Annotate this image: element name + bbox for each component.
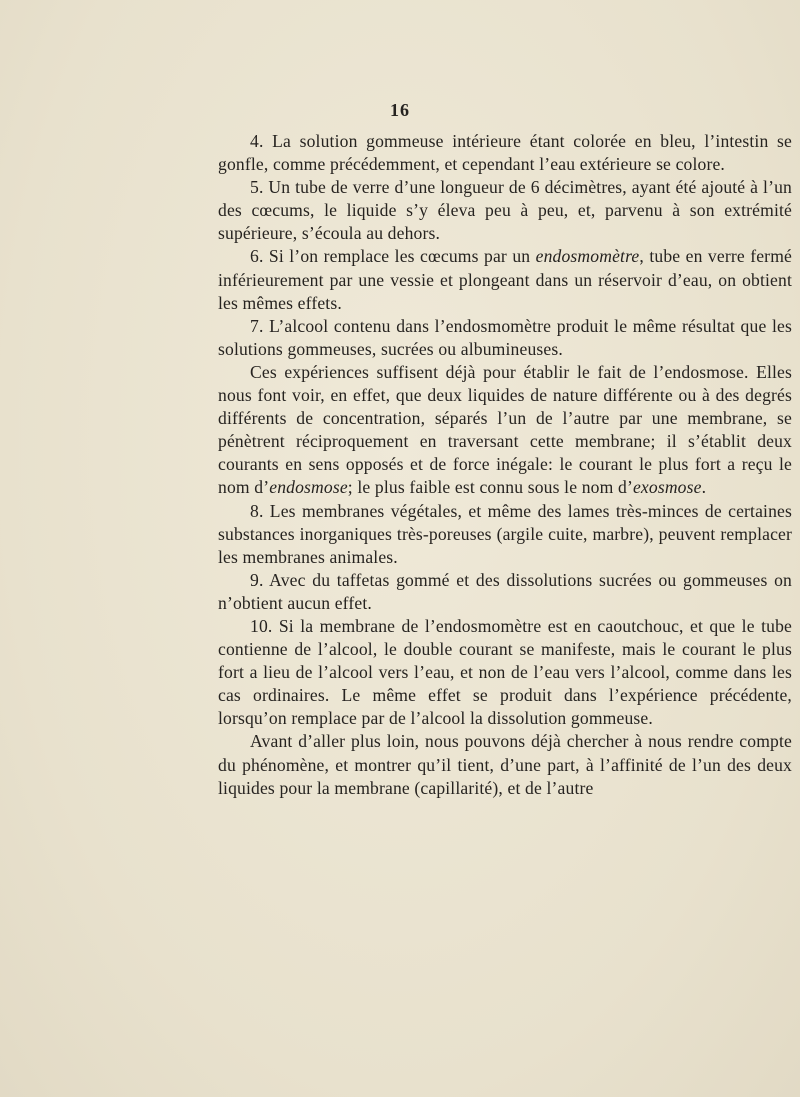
body-text (218, 130, 792, 800)
paragraph-8: 8. Les membranes végétales, et même des lames très-minces de certaines substances inorganiques très-poreuses (argile cuite, marbre), peuvent remplacer les membranes animales. (218, 500, 792, 567)
italic-term-exosmose: exosmose (632, 477, 702, 498)
paragraph-4: 4. La solution gommeuse intérieure étant colorée en bleu, l’intestin se gonfle, comme précédemment, et cependant l’eau extérieure se colore. (218, 131, 792, 175)
italic-term-endosmose: endosmose (269, 477, 348, 498)
paragraph-5: 5. Un tube de verre d’une longueur de 6 décimètres, ayant été ajouté à l’un des cœcums, le liquide s’y éleva peu à peu, et, parvenu à son extrémité supérieure, s’écoula au dehors. (218, 177, 792, 244)
paragraph-text: 6. Si l’on remplace les cœcums par un (250, 246, 536, 267)
page-number: 16 (390, 100, 410, 120)
paragraph-text: . (701, 477, 707, 498)
paragraph-6 (218, 245, 792, 314)
paragraph-text: Ces expériences suffisent déjà pour établir le fait de l’endosmose. Elles nous font voir, en effet, que deux liquides de nature différente ou à des degrés différents de concentration, séparés l’un de l’autre par une membrane, se pénètrent réciproquement en traversant cette membrane; il s’établit deux courants en sens opposés et de force inégale: le courant le plus fort a reçu le nom d’ (218, 361, 792, 498)
italic-term-endosmometre: endosmomètre (535, 246, 640, 267)
paragraph-avant: Avant d’aller plus loin, nous pouvons déjà chercher à nous rendre compte du phénomène, et montrer qu’il tient, d’une part, à l’affinité de l’un des deux liquides pour la membrane (capillarité), et de l’autre (218, 731, 792, 798)
paragraph-conclusion (218, 361, 792, 500)
paragraph-9: 9. Avec du taffetas gommé et des dissolutions sucrées ou gommeuses on n’obtient aucun effet. (218, 569, 792, 613)
paragraph-10: 10. Si la membrane de l’endosmomètre est en caoutchouc, et que le tube contienne de l’alcool, le double courant se manifeste, mais le courant le plus fort a lieu de l’alcool vers l’eau, et non de l’eau vers l’alcool, comme dans les cas ordinaires. Le même effet se produit dans l’expérience précédente, lorsqu’on remplace par de l’alcool la dissolution gommeuse. (218, 615, 792, 729)
paragraph-text: , tube en verre fermé inférieurement par une vessie et plongeant dans un réservoir d’eau, on obtient les mêmes effets. (218, 246, 792, 313)
paragraph-7: 7. L’alcool contenu dans l’endosmomètre produit le même résultat que les solutions gommeuses, sucrées ou albumineuses. (218, 315, 792, 359)
paragraph-text: ; le plus faible est connu sous le nom d’ (347, 477, 633, 498)
